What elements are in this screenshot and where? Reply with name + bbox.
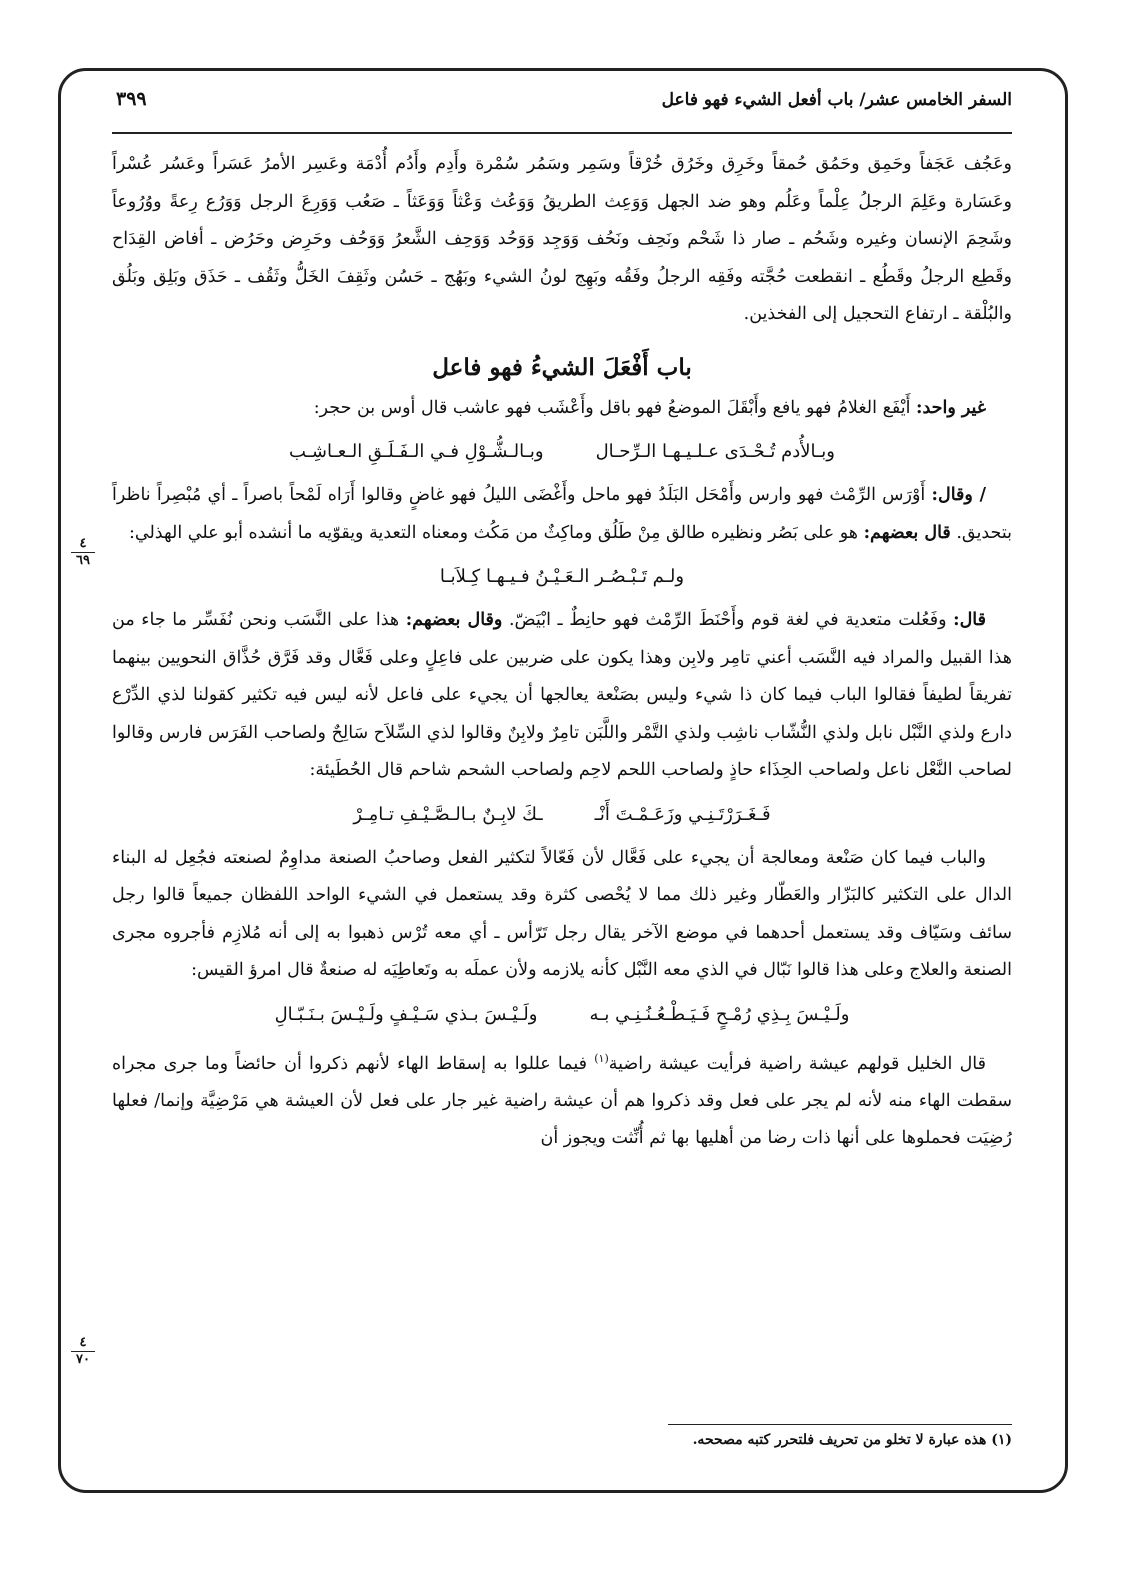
paragraph-6 xyxy=(112,1040,1012,1158)
footnote-rule xyxy=(668,1424,1012,1425)
footnote: (١) هذه عبارة لا تخلو من تحريف فلتحرر كتبه مصححه. xyxy=(692,1432,1012,1448)
paragraph-6-text: قال الخليل قولهم عيشة راضية فرأيت عيشة راضية xyxy=(608,1053,986,1074)
body-text xyxy=(112,146,1012,1158)
paragraph-5: والباب فيما كان صَنْعة ومعالجة أن يجيء على فَعَّال لأن فَعّالاً لتكثير الفعل وصاحبُ الصنعة مداوِمٌ لصنعته فجُعِل له البناء الدال على التكثير كالبَزّار والعَطّار وغير ذلك مما لا يُحْصى كثرة وقد يستعمل في الشيء الواحد اللفظان جميعاً قالوا رجل سائف وسَيّاف وقد يستعمل أحدهما في موضع الآخر يقال رجل تَرّأس ـ أي معه تُرْس ذهبوا به إلى أنه مُلازِم فأجروه مجرى الصنعة والعلاج وعلى هذا قالوا نَبّال في الذي معه النَّبْل كأنه يلازمه ولأن عملَه به وتَعاطِيَه له صنعةٌ قال امرؤ القيس: xyxy=(112,847,1012,980)
paragraph-3-text: أَوْرَس الرِّمْث فهو وارس وأَمْحَل البَلَدُ فهو ماحل وأَغْضَى الليلُ فهو غاضٍ وقالوا أَرَاه لَمْحاً باصراً ـ أي مُبْصِراً ناظراً بتحديق. xyxy=(112,485,1012,543)
paragraph-3-text-2: هو على بَصُر ونظيره طالق مِنْ طَلُق وماكِثٌ من مَكُث ومعناه التعدية ويقوّيه ما أنشده أبو علي الهذلي: xyxy=(128,522,864,543)
verse-3 xyxy=(112,796,1012,834)
verse-3-second-hemistich: ـكَ لابِـنٌ بـالـصَّـيْـفِ تـامِـرْ xyxy=(353,803,543,825)
paragraph-4-text: وفَعُلت متعدية في لغة قوم وأَحْنَطَ الرِّمْث فهو حانِطٌ ـ ابْيَضّ. xyxy=(502,610,954,630)
paragraph-6-text-2: فيما عللوا به إسقاط الهاء لأنهم ذكروا أن حائضاً وما جرى مجراه سقطت الهاء منه لأنه لم يجر على فعل وقد ذكروا هم أن عيشة راضية غير جار على فعل لأن العيشة هي مَرْضِيَّة وإنما/ فعلها رُضِيَت فحملوها على أنها ذات رضا من أهليها بها ثم أُنِّثت ويجوز أن xyxy=(112,1053,1012,1149)
running-head: السفر الخامس عشر/ باب أفعل الشيء فهو فاعل xyxy=(661,90,1012,110)
verse-3-first-hemistich: فَـغَـرَرْتَـنِـي وزَعَـمْـتَ أَنْـ xyxy=(594,803,771,825)
margin-note-2-top: ٤ xyxy=(79,1335,87,1350)
paragraph-2-lead: غير واحد: xyxy=(916,397,986,418)
paragraph-3 xyxy=(112,477,1012,552)
paragraph-4-text-2: هذا على النَّسَب ونحن نُفَسِّر ما جاء من هذا القبيل والمراد فيه النَّسَب أعني تامِر ولابِن وهذا يكون على ضربين على فاعِلٍ وعلى فَعَّال وقد فَرَّق حُذَّاق النحويين بينهما تفريقاً لطيفاً فقالوا الباب فيما كان ذا شيء وليس بصَنْعة يعالجها أن يجيء على فاعل لأنه ليس فيه تكثير كقولنا لذي الدِّرْع دارع ولذي النَّبْل نابل ولذي النُّشّاب ناشِب ولذي التَّمْر واللَّبَن تامِرٌ ولابِنٌ وقالوا لذي السِّلاَح سَالِحٌ ولصاحب الفَرَس فارس وقالوا لصاحب النَّعْل ناعل ولصاحب الحِذَاء حاذٍ ولصاحب اللحم لاحِم ولصاحب الشحم شاحم قال الحُطَيئة: xyxy=(112,610,1012,780)
verse-4 xyxy=(112,996,1012,1034)
paragraph-2 xyxy=(112,390,1012,428)
paragraph-3-lead: / وقال: xyxy=(931,485,986,505)
margin-note-1-top: ٤ xyxy=(79,536,87,551)
margin-note-2-bottom: ٧٠ xyxy=(76,1352,90,1367)
paragraph-2-text: أَيْفَع الغلامُ فهو يافع وأَبْقَلَ الموضعُ فهو باقل وأَعْشَب فهو عاشب قال أوس بن حجر: xyxy=(313,397,917,418)
footnote-marker[interactable]: (١) xyxy=(594,1051,609,1065)
paragraph-3-lead-2: قال بعضهم: xyxy=(863,522,951,543)
verse-2-text: ولـم تَـبْـصُـر الـعَـيْـنُ فـيـهـا كِـلاَبـا xyxy=(439,566,685,587)
verse-1 xyxy=(112,433,1012,471)
margin-note-2 xyxy=(68,1336,98,1367)
verse-1-first-hemistich: وبـالأُدم تُـحْـدَى عـلـيـهـا الـرِّحـال xyxy=(595,441,836,462)
verse-4-second-hemistich: ولَـيْـسَ بـذي سَـيْـفٍ ولَـيْـسَ بـنَـبّـالِ xyxy=(274,1003,538,1025)
page-number: ٣٩٩ xyxy=(116,88,147,110)
paragraph-4 xyxy=(112,602,1012,790)
verse-1-second-hemistich: وبـالـشُّـوْلِ فـي الـفَـلَـقِ الـعـاشِـب xyxy=(288,441,544,462)
page-header xyxy=(112,84,1012,128)
header-rule xyxy=(112,132,1012,134)
verse-4-first-hemistich: ولَـيْـسَ بِـذِي رُمْـحٍ فَـيَـطْـعُـنُـنِـي بـه xyxy=(589,1003,850,1025)
paragraph-4-lead: قال: xyxy=(953,610,986,630)
margin-note-1-bottom: ٦٩ xyxy=(76,553,90,568)
verse-2 xyxy=(112,558,1012,596)
margin-note-1 xyxy=(68,537,98,568)
paragraph-4-lead-2: وقال بعضهم: xyxy=(405,610,503,630)
section-heading: باب أَفْعَلَ الشيءُ فهو فاعل xyxy=(432,353,692,381)
paragraph-1: وعَجُف عَجَفاً وحَمِق وحَمُق حُمقاً وخَرِق وخَرُق خُرْقاً وسَمِر وسَمُر سُمْرة وأَدِم وأَدُم أُدْمَة وعَسِر الأمرُ عَسَراً وعَسُر عُسْراً وعَسَارة وعَلِمَ الرجلُ عِلْماً وعَلُم وهو ضد الجهل وَوَعِث الطريقُ وَوَعُث وَعْثاً وَوَعَثاً ـ صَعُب وَوَرِعَ الرجل وَوَرُع رِعةً ووُرُوعاً وشَحِمَ الإنسان وغيره وشَحُم ـ صار ذا شَحْم ونَحِف ونَحُف وَوَجِد وَوَحُد وَوَحِف الشَّعرُ وَوَحُف وحَرِض وحَرُض ـ أفاض القِدَاح وقَطِع الرجلُ وقَطُع ـ انقطعت حُجَّته وفَقِه الرجلُ وفَقُه وبَهِج لونُ الشيء وبَهُج ـ حَسُن وثَقِفَ الخَلُّ وثَقُف ـ حَذَق وبَلِق وبَلُق والبُلْقة ـ ارتفاع التحجيل إلى الفخذين. xyxy=(112,154,1012,324)
